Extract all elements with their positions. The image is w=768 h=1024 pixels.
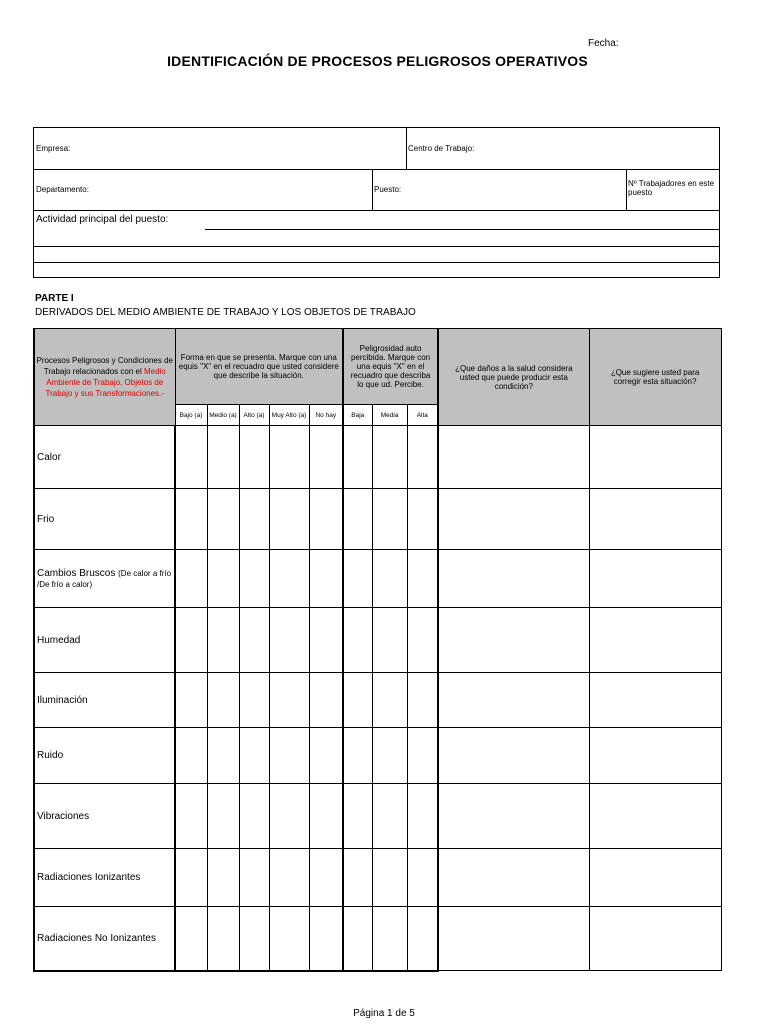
- checkbox-cell[interactable]: [239, 673, 269, 728]
- procesos-header-red-text: Medio Ambiente de Trabajo, Objetos de Trabajo y sus Transformaciones.-: [45, 367, 166, 398]
- departamento-label: Departamento:: [36, 185, 89, 194]
- checkbox-cell[interactable]: [407, 426, 438, 489]
- checkbox-cell[interactable]: [372, 489, 407, 550]
- checkbox-cell[interactable]: [207, 673, 239, 728]
- checkbox-cell[interactable]: [343, 849, 372, 907]
- row-label-calor: Calor: [34, 426, 175, 489]
- checkbox-cell[interactable]: [343, 784, 372, 849]
- checkbox-cell[interactable]: [309, 907, 343, 971]
- checkbox-cell[interactable]: [372, 673, 407, 728]
- row-label-radiaciones-no-ionizantes: Radiaciones No Ionizantes: [34, 907, 175, 971]
- forma-sub-bajo: Bajo (a): [175, 405, 207, 426]
- sugiere-cell[interactable]: [589, 550, 721, 608]
- forma-sub-no-hay: No hay: [309, 405, 343, 426]
- table-row: [34, 550, 721, 608]
- trabajadores-label: Nº Trabajadores en este puesto: [628, 179, 715, 197]
- sugiere-cell[interactable]: [589, 489, 721, 550]
- row-label-iluminacion: Iluminación: [34, 673, 175, 728]
- checkbox-cell[interactable]: [269, 673, 309, 728]
- empresa-label: Empresa:: [36, 144, 71, 153]
- danos-cell[interactable]: [438, 907, 589, 971]
- checkbox-cell[interactable]: [343, 550, 372, 608]
- table-row: [34, 784, 721, 849]
- sugiere-cell[interactable]: [589, 728, 721, 784]
- checkbox-cell[interactable]: [175, 728, 207, 784]
- sugiere-cell[interactable]: [589, 608, 721, 673]
- danos-cell[interactable]: [438, 673, 589, 728]
- page-number: Página 1 de 5: [353, 1008, 415, 1019]
- procesos-header-text: Procesos Peligrosos y Condiciones de Trabajo relacionados con el: [36, 356, 173, 376]
- checkbox-cell[interactable]: [269, 608, 309, 673]
- forma-sub-alto: Alto (a): [239, 405, 269, 426]
- checkbox-cell[interactable]: [309, 849, 343, 907]
- checkbox-cell[interactable]: [343, 426, 372, 489]
- checkbox-cell[interactable]: [372, 728, 407, 784]
- table-row: [34, 673, 721, 728]
- checkbox-cell[interactable]: [407, 849, 438, 907]
- checkbox-cell[interactable]: [269, 784, 309, 849]
- table-row: [34, 907, 721, 971]
- checkbox-cell[interactable]: [239, 849, 269, 907]
- table-row: [34, 849, 721, 907]
- danos-cell[interactable]: [438, 784, 589, 849]
- checkbox-cell[interactable]: [407, 907, 438, 971]
- checkbox-cell[interactable]: [207, 489, 239, 550]
- checkbox-cell[interactable]: [372, 608, 407, 673]
- checkbox-cell[interactable]: [207, 784, 239, 849]
- checkbox-cell[interactable]: [269, 728, 309, 784]
- checkbox-cell[interactable]: [239, 608, 269, 673]
- danos-cell[interactable]: [438, 550, 589, 608]
- checkbox-cell[interactable]: [372, 426, 407, 489]
- danos-cell[interactable]: [438, 426, 589, 489]
- row-label-radiaciones-ionizantes: Radiaciones Ionizantes: [34, 849, 175, 907]
- table-row: [34, 489, 721, 550]
- forma-sub-muy-alto: Muy Alto (a): [269, 405, 309, 426]
- table-row: [34, 728, 721, 784]
- row-label-note: (De calor a frío /De frío a calor): [37, 568, 172, 589]
- checkbox-cell[interactable]: [343, 728, 372, 784]
- checkbox-cell[interactable]: [372, 849, 407, 907]
- danos-cell[interactable]: [438, 489, 589, 550]
- checkbox-cell[interactable]: [175, 550, 207, 608]
- checkbox-cell[interactable]: [343, 907, 372, 971]
- sugiere-header: ¿Que sugiere usted para corregir esta situación?: [589, 329, 721, 426]
- checkbox-cell[interactable]: [343, 608, 372, 673]
- checkbox-cell[interactable]: [309, 673, 343, 728]
- checkbox-cell[interactable]: [269, 550, 309, 608]
- checkbox-cell[interactable]: [309, 426, 343, 489]
- actividad-label: Actividad principal del puesto:: [36, 214, 169, 225]
- table-row: [34, 608, 721, 673]
- checkbox-cell[interactable]: [175, 849, 207, 907]
- section-heading: PARTE I: [35, 293, 74, 304]
- checkbox-cell[interactable]: [175, 426, 207, 489]
- row-label-cambios-bruscos: [34, 550, 175, 608]
- checkbox-cell[interactable]: [207, 728, 239, 784]
- row-label-frio: Frio: [34, 489, 175, 550]
- pelig-sub-baja: Baja: [343, 405, 372, 426]
- checkbox-cell[interactable]: [372, 784, 407, 849]
- table-row: [34, 426, 721, 489]
- checkbox-cell[interactable]: [309, 728, 343, 784]
- row-label-ruido: Ruido: [34, 728, 175, 784]
- fecha-label: Fecha:: [588, 38, 619, 49]
- checkbox-cell[interactable]: [207, 608, 239, 673]
- sugiere-cell[interactable]: [589, 673, 721, 728]
- page-title: IDENTIFICACIÓN DE PROCESOS PELIGROSOS OPERATIVOS: [167, 53, 588, 69]
- checkbox-cell[interactable]: [407, 673, 438, 728]
- pelig-sub-media: Media: [372, 405, 407, 426]
- centro-trabajo-label: Centro de Trabajo:: [408, 144, 475, 153]
- checkbox-cell[interactable]: [269, 489, 309, 550]
- checkbox-cell[interactable]: [239, 728, 269, 784]
- header-form: [33, 127, 720, 278]
- danos-cell[interactable]: [438, 608, 589, 673]
- row-label-text: Cambios Bruscos: [37, 567, 116, 579]
- checkbox-cell[interactable]: [309, 784, 343, 849]
- hazard-table: [33, 328, 722, 972]
- sugiere-cell[interactable]: [589, 907, 721, 971]
- checkbox-cell[interactable]: [343, 673, 372, 728]
- checkbox-cell[interactable]: [207, 550, 239, 608]
- checkbox-cell[interactable]: [407, 608, 438, 673]
- procesos-header: [34, 329, 175, 426]
- checkbox-cell[interactable]: [207, 849, 239, 907]
- checkbox-cell[interactable]: [239, 489, 269, 550]
- checkbox-cell[interactable]: [239, 550, 269, 608]
- checkbox-cell[interactable]: [269, 426, 309, 489]
- sugiere-cell[interactable]: [589, 784, 721, 849]
- forma-header: Forma en que se presenta. Marque con una equis "X" en el recuadro que usted considere que describe la situación.: [175, 329, 343, 405]
- checkbox-cell[interactable]: [175, 608, 207, 673]
- danos-header: ¿Que daños a la salud considera usted que puede producir esta condición?: [438, 329, 589, 426]
- danos-cell[interactable]: [438, 728, 589, 784]
- checkbox-cell[interactable]: [175, 907, 207, 971]
- checkbox-cell[interactable]: [207, 907, 239, 971]
- sugiere-cell[interactable]: [589, 426, 721, 489]
- checkbox-cell[interactable]: [269, 907, 309, 971]
- checkbox-cell[interactable]: [269, 849, 309, 907]
- row-label-vibraciones: Vibraciones: [34, 784, 175, 849]
- checkbox-cell[interactable]: [407, 550, 438, 608]
- checkbox-cell[interactable]: [407, 784, 438, 849]
- row-label-humedad: Humedad: [34, 608, 175, 673]
- puesto-label: Puesto:: [374, 185, 402, 194]
- checkbox-cell[interactable]: [239, 784, 269, 849]
- checkbox-cell[interactable]: [175, 489, 207, 550]
- checkbox-cell[interactable]: [309, 489, 343, 550]
- checkbox-cell[interactable]: [175, 784, 207, 849]
- checkbox-cell[interactable]: [239, 426, 269, 489]
- section-subheading: DERIVADOS DEL MEDIO AMBIENTE DE TRABAJO Y LOS OBJETOS DE TRABAJO: [35, 307, 416, 318]
- peligrosidad-header: Peligrosidad auto percibida. Marque con una equis "X" en el recuadro que describa lo que ud. Percibe.: [343, 329, 438, 405]
- checkbox-cell[interactable]: [372, 907, 407, 971]
- checkbox-cell[interactable]: [309, 608, 343, 673]
- checkbox-cell[interactable]: [175, 673, 207, 728]
- checkbox-cell[interactable]: [239, 907, 269, 971]
- pelig-sub-alta: Alta: [407, 405, 438, 426]
- checkbox-cell[interactable]: [372, 550, 407, 608]
- checkbox-cell[interactable]: [207, 426, 239, 489]
- sugiere-cell[interactable]: [589, 849, 721, 907]
- forma-sub-medio: Medio (a): [207, 405, 239, 426]
- checkbox-cell[interactable]: [309, 550, 343, 608]
- checkbox-cell[interactable]: [343, 489, 372, 550]
- checkbox-cell[interactable]: [407, 489, 438, 550]
- checkbox-cell[interactable]: [407, 728, 438, 784]
- danos-cell[interactable]: [438, 849, 589, 907]
